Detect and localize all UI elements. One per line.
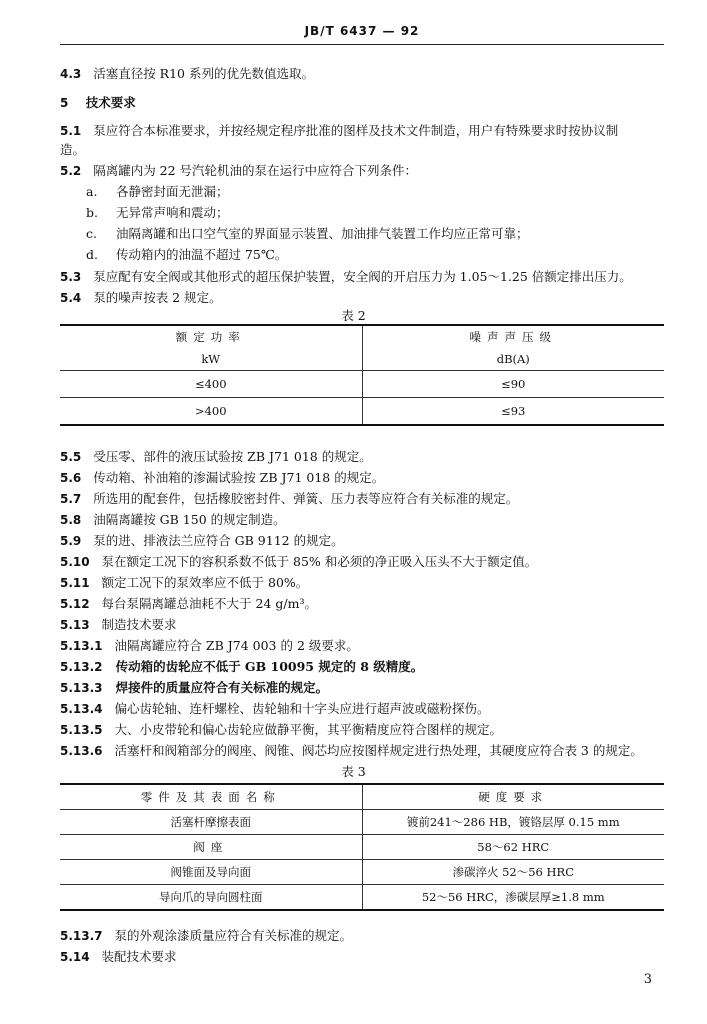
clause-5-4 [60, 288, 222, 306]
clause-text: 装配技术要求 [101, 949, 177, 964]
table-unit-power: kW [60, 348, 362, 371]
clause-number: 5 [60, 96, 69, 110]
clause-4-3 [60, 64, 314, 82]
condition-text: 传动箱内的油温不超过 75℃。 [115, 247, 288, 262]
table-cell: 活塞杆摩擦表面 [60, 810, 362, 835]
table-cell: 阀座 [60, 835, 362, 860]
condition-label: b. [86, 205, 98, 220]
clause-text: 油隔离罐按 GB 150 的规定制造。 [93, 512, 286, 527]
clause-number: 5.10 [60, 555, 90, 569]
clause-text: 制造技术要求 [101, 617, 177, 632]
clause-5-9 [60, 531, 344, 549]
clause-5-13-3 [60, 678, 328, 696]
table-header-hardness: 硬度要求 [362, 784, 664, 810]
table-2 [60, 324, 664, 426]
clause-text: 技术要求 [85, 95, 136, 110]
clause-number: 5.5 [60, 450, 82, 464]
condition-c [86, 224, 528, 242]
clause-5-8 [60, 510, 286, 528]
clause-number: 5.13.4 [60, 702, 103, 716]
table-row [60, 810, 664, 835]
page-number: 3 [643, 972, 652, 987]
clause-text: 油隔离罐应符合 ZB J74 003 的 2 级要求。 [114, 638, 359, 653]
clause-text: 泵的噪声按表 2 规定。 [93, 290, 222, 305]
table-cell: 渗碳淬火 52～56 HRC [362, 860, 664, 885]
condition-d [86, 245, 287, 263]
table-unit-row [60, 348, 664, 371]
clause-5-14 [60, 947, 177, 965]
header-rule [60, 44, 664, 45]
clause-5-3 [60, 267, 632, 285]
table-row [60, 371, 664, 398]
clause-number: 5.14 [60, 950, 90, 964]
clause-5-2 [60, 161, 417, 179]
condition-text: 各静密封面无泄漏； [115, 184, 229, 199]
condition-a [86, 182, 228, 200]
clause-5-1-cont: 造。 [60, 142, 86, 157]
clause-5-11 [60, 573, 308, 591]
table-cell: 58～62 HRC [362, 835, 664, 860]
clause-text: 活塞杆和阀箱部分的阀座、阀锥、阀芯均应按图样规定进行热处理，其硬度应符合表 3 的规定。 [114, 743, 643, 758]
clause-number: 5.1 [60, 124, 82, 138]
table-cell: 52～56 HRC，渗碳层厚≥1.8 mm [362, 885, 664, 911]
clause-text: 每台泵隔离罐总油耗不大于 24 g/m³。 [101, 596, 317, 611]
clause-5-12 [60, 594, 317, 612]
clause-number: 5.7 [60, 492, 82, 506]
condition-label: c. [86, 226, 97, 241]
table-3-caption: 表 3 [341, 764, 366, 779]
table-cell: 阀锥面及导向面 [60, 860, 362, 885]
clause-5-6 [60, 468, 384, 486]
clause-5-13-2 [60, 657, 423, 675]
table-cell: ≤93 [362, 398, 664, 426]
clause-text: 传动箱的齿轮应不低于 GB 10095 规定的 8 级精度。 [115, 659, 424, 674]
clause-text: 额定工况下的泵效率应不低于 80%。 [101, 575, 309, 590]
clause-text: 泵的进、排液法兰应符合 GB 9112 的规定。 [93, 533, 344, 548]
clause-number: 5.3 [60, 270, 82, 284]
table-cell: 镀前241～286 HB，镀铬层厚 0.15 mm [362, 810, 664, 835]
table-row [60, 398, 664, 426]
table-cell: ≤90 [362, 371, 664, 398]
clause-5-13 [60, 615, 177, 633]
table-header-row [60, 325, 664, 348]
clause-text: 传动箱、补油箱的渗漏试验按 ZB J71 018 的规定。 [93, 470, 385, 485]
condition-text: 无异常声响和震动； [115, 205, 229, 220]
clause-number: 5.12 [60, 597, 90, 611]
clause-text: 所选用的配套件，包括橡胶密封件、弹簧、压力表等应符合有关标准的规定。 [93, 491, 519, 506]
clause-text: 活塞直径按 R10 系列的优先数值选取。 [93, 66, 314, 81]
table-3 [60, 783, 664, 911]
clause-number: 5.13.7 [60, 929, 103, 943]
clause-5-13-5 [60, 720, 502, 738]
clause-5-13-6 [60, 741, 643, 759]
page-header: JB/T 6437 — 92 [304, 24, 420, 38]
clause-number: 5.13.2 [60, 660, 103, 674]
table-cell: >400 [60, 398, 362, 426]
table-row [60, 835, 664, 860]
clause-number: 5.13.6 [60, 744, 103, 758]
clause-number: 5.2 [60, 164, 82, 178]
clause-text: 隔离罐内为 22 号汽轮机油的泵在运行中应符合下列条件： [93, 163, 418, 178]
section-5-heading [60, 93, 136, 111]
clause-text: 大、小皮带轮和偏心齿轮应做静平衡，其平衡精度应符合图样的规定。 [114, 722, 502, 737]
clause-5-1 [60, 121, 618, 139]
clause-number: 5.4 [60, 291, 82, 305]
table-row [60, 885, 664, 911]
clause-text: 焊接件的质量应符合有关标准的规定。 [115, 680, 329, 695]
clause-text: 泵应符合本标准要求，并按经规定程序批准的图样及技术文件制造，用户有特殊要求时按协议制 [93, 123, 619, 138]
table-header-part: 零件及其表面名称 [60, 784, 362, 810]
clause-5-7 [60, 489, 518, 507]
clause-number: 5.8 [60, 513, 82, 527]
clause-text: 偏心齿轮轴、连杆螺栓、齿轮轴和十字头应进行超声波或磁粉探伤。 [114, 701, 490, 716]
clause-5-13-7 [60, 926, 352, 944]
clause-number: 5.11 [60, 576, 90, 590]
clause-text: 泵应配有安全阀或其他形式的超压保护装置，安全阀的开启压力为 1.05～1.25 倍额定排出压力。 [93, 269, 632, 284]
clause-number: 5.13.1 [60, 639, 103, 653]
table-row [60, 860, 664, 885]
table-header-power: 额定功率 [60, 325, 362, 348]
clause-number: 5.6 [60, 471, 82, 485]
condition-b [86, 203, 228, 221]
clause-5-13-4 [60, 699, 489, 717]
condition-label: a. [86, 184, 98, 199]
clause-5-13-1 [60, 636, 359, 654]
table-unit-noise: dB(A) [496, 352, 530, 366]
table-header-row [60, 784, 664, 810]
condition-label: d. [86, 247, 98, 262]
clause-number: 5.13.3 [60, 681, 103, 695]
clause-number: 5.13.5 [60, 723, 103, 737]
table-cell: 导向爪的导向圆柱面 [60, 885, 362, 911]
clause-5-5 [60, 447, 372, 465]
clause-text: 受压零、部件的液压试验按 ZB J71 018 的规定。 [93, 449, 372, 464]
condition-text: 油隔离罐和出口空气室的界面显示装置、加油排气装置工作均应正常可靠； [115, 226, 529, 241]
clause-text: 泵的外观涂漆质量应符合有关标准的规定。 [114, 928, 352, 943]
table-cell: ≤400 [60, 371, 362, 398]
table-2-caption: 表 2 [341, 308, 366, 323]
clause-number: 5.9 [60, 534, 82, 548]
clause-number: 5.13 [60, 618, 90, 632]
table-header-noise: 噪声声压级 [469, 330, 557, 344]
clause-text: 泵在额定工况下的容积系数不低于 85% 和必须的净正吸入压头不大于额定值。 [101, 554, 538, 569]
clause-5-10 [60, 552, 537, 570]
clause-number: 4.3 [60, 67, 82, 81]
